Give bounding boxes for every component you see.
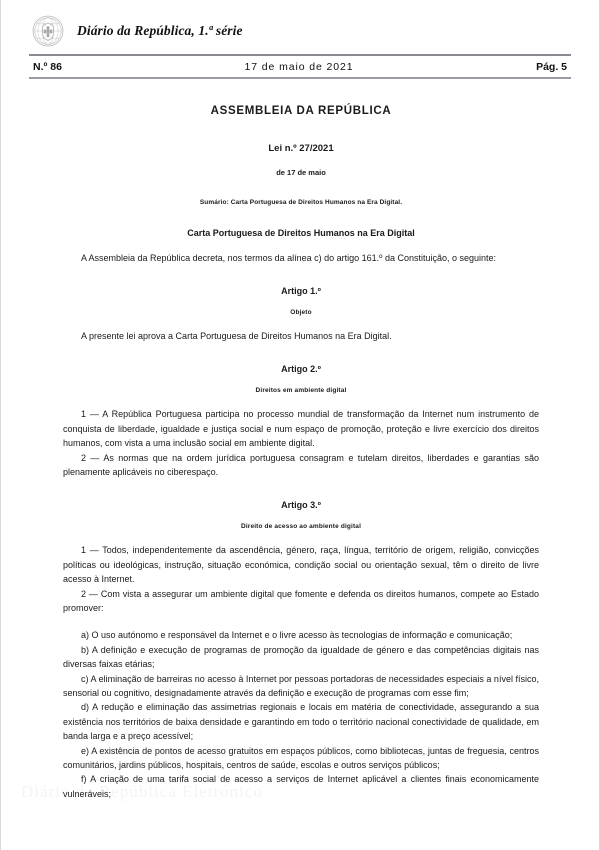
- publication-title: Diário da República, 1.ª série: [77, 23, 243, 38]
- article-3-paragraph-2: 2 — Com vista a assegurar um ambiente digital que fomente e defenda os direitos humanos, compete ao Estado promover:: [63, 588, 539, 613]
- list-item: c) A eliminação de barreiras no acesso à Internet por pessoas portadoras de necessidades especiais a nível físico, sensorial ou cognitivo, designadamente através da definição e execução de programas com esse fim;: [63, 673, 539, 698]
- article-1-paragraph-1: A presente lei aprova a Carta Portuguesa de Direitos Humanos na Era Digital.: [81, 330, 392, 341]
- list-item: d) A redução e eliminação das assimetrias regionais e locais em matéria de conectividade, assegurando a sua existência nos territórios de baixa densidade e garantindo em todo o território nacional conectividade de qualidade, em banda larga e a preço acessível;: [63, 702, 539, 742]
- document-body: [1, 105, 600, 802]
- article-subtitle-1: Objeto: [290, 308, 312, 316]
- law-date: de 17 de maio: [276, 167, 326, 177]
- article-2-paragraph-2: 2 — As normas que na ordem jurídica portuguesa consagram e tutelam direitos, liberdades e garantias são plenamente aplicáveis no ciberespaço.: [63, 452, 539, 477]
- page-number: Pág. 5: [536, 61, 567, 73]
- folio-line: [29, 56, 571, 77]
- article-subtitle-2: Direitos em ambiente digital: [255, 387, 347, 395]
- publication-date: 17 de maio de 2021: [244, 61, 354, 73]
- list-item: a) O uso autónomo e responsável da Internet e o livre acesso às tecnologias de informação e comunicação;: [81, 630, 513, 641]
- preamble-paragraph: A Assembleia da República decreta, nos termos da alínea c) do artigo 161.º da Constituição, o seguinte:: [81, 252, 497, 263]
- issuing-body: ASSEMBLEIA DA REPÚBLICA: [210, 104, 392, 117]
- article-subtitle-3: Direito de acesso ao ambiente digital: [240, 523, 362, 531]
- article-heading-2: Artigo 2.º: [281, 364, 321, 375]
- article-2-paragraph-1: 1 — A República Portuguesa participa no processo mundial de transformação da Internet num instrumento de conquista de liberdade, igualdade e justiça social e num espaço de promoção, proteção e livre exercício dos direitos humanos, com vista a uma inclusão social em ambiente digital.: [63, 409, 539, 449]
- law-number: Lei n.º 27/2021: [268, 142, 334, 154]
- issue-number: N.º 86: [33, 61, 62, 73]
- portugal-coat-of-arms-icon: [31, 14, 65, 48]
- summary-line: Sumário: Carta Portuguesa de Direitos Humanos na Era Digital.: [199, 198, 403, 206]
- list-item: f) A criação de uma tarifa social de acesso a serviços de Internet aplicável a clientes finais economicamente vulneráveis;: [63, 774, 539, 799]
- list-item: b) A definição e execução de programas de promoção da igualdade de género e das competências digitais nas diversas faixas etárias;: [63, 644, 539, 670]
- article-heading-3: Artigo 3.º: [281, 500, 321, 511]
- folio-rule: [29, 77, 571, 79]
- article-3-paragraph-1: 1 — Todos, independentemente da ascendência, género, raça, língua, território de origem, religião, convicções políticas ou ideológicas, instrução, situação económica, condição social ou orientação sexual, têm o direito de livre acesso à Internet.: [63, 545, 539, 585]
- document-title: Carta Portuguesa de Direitos Humanos na Era Digital: [187, 227, 415, 238]
- masthead: [1, 0, 599, 54]
- article-heading-1: Artigo 1.º: [281, 285, 321, 296]
- list-item: e) A existência de pontos de acesso gratuitos em espaços públicos, como bibliotecas, juntas de freguesia, centros comunitários, jardins públicos, hospitais, centros de saúde, escolas e outros serviços públicos;: [63, 745, 539, 771]
